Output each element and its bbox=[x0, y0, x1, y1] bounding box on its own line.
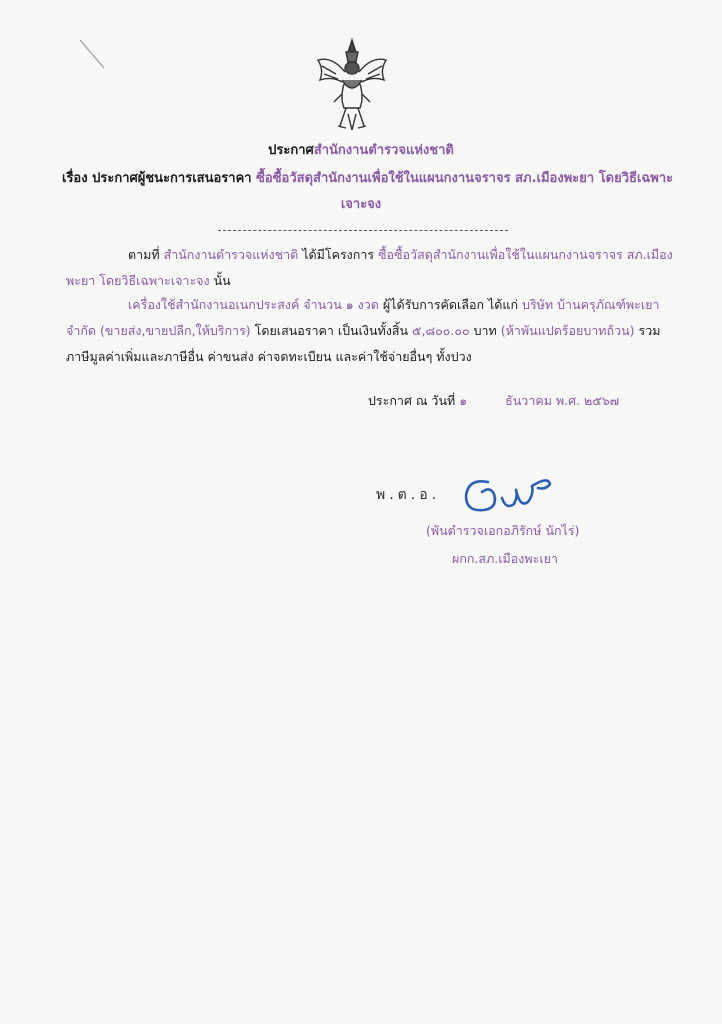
p1-org: สำนักงานตำรวจแห่งชาติ bbox=[163, 247, 299, 262]
garuda-emblem-icon bbox=[312, 36, 392, 136]
paragraph-1-line-2 bbox=[66, 272, 231, 290]
p1-mid: ได้มีโครงการ bbox=[302, 247, 375, 262]
signer-name: (พันตำรวจเอกอภิรักษ์ นักไร่) bbox=[426, 523, 580, 538]
p1-end: นั้น bbox=[213, 273, 231, 288]
subject-label: เรื่อง ประกาศผู้ชนะการเสนอราคา bbox=[62, 171, 252, 186]
rank-handwritten: พ.ต.อ. bbox=[376, 487, 441, 503]
announcement-subject bbox=[62, 170, 673, 188]
p1-project: ซื้อซื้อวัสดุสำนักงานเพื่อใช้ในแผนกงานจราจร สภ.เมือง bbox=[378, 247, 673, 262]
p2-offer: โดยเสนอราคา เป็นเงินทั้งสิ้น bbox=[254, 323, 409, 338]
p2-vendor-continued: จำกัด (ขายส่ง,ขายปลีก,ให้บริการ) bbox=[66, 323, 251, 338]
signer-position: ผกก.สภ.เมืองพะเยา bbox=[452, 551, 558, 566]
subject-text-continued: เจาะจง bbox=[340, 197, 382, 212]
dashed-divider bbox=[218, 230, 508, 231]
p2-vendor: บริษัท บ้านครุภัณฑ์พะเยา bbox=[522, 297, 660, 312]
title-prefix: ประกาศ bbox=[268, 143, 314, 158]
paragraph-2-line-2 bbox=[66, 322, 661, 340]
title-org: สำนักงานตำรวจแห่งชาติ bbox=[313, 143, 454, 158]
p2-amount-words: (ห้าพันแปดร้อยบาทถ้วน) bbox=[500, 323, 635, 338]
p2-currency: บาท bbox=[473, 323, 497, 338]
paragraph-2-line-1 bbox=[128, 296, 659, 314]
p1-project-continued: พะยา โดยวิธีเฉพาะเจาะจง bbox=[66, 273, 210, 288]
signature-icon bbox=[458, 468, 578, 516]
announcement-date bbox=[368, 392, 619, 410]
paragraph-2-line-3: ภาษีมูลค่าเพิ่มและภาษีอื่น ค่าขนส่ง ค่าจดทะเบียน และค่าใช้จ่ายอื่นๆ ทั้งปวง bbox=[66, 349, 472, 364]
paragraph-1-line-1 bbox=[128, 246, 673, 264]
p2-incl: รวม bbox=[638, 323, 661, 338]
subject-text: ซื้อซื้อวัสดุสำนักงานเพื่อใช้ในแผนกงานจราจร สภ.เมืองพะยา โดยวิธีเฉพาะ bbox=[256, 171, 674, 186]
p1-lead: ตามที่ bbox=[128, 247, 160, 262]
p2-selected: ผู้ได้รับการคัดเลือก ได้แก่ bbox=[382, 297, 519, 312]
announcement-title bbox=[0, 142, 722, 160]
p2-amount: ๕,๘๐๐.๐๐ bbox=[412, 323, 470, 338]
date-prefix: ประกาศ ณ วันที่ bbox=[368, 393, 456, 408]
date-day: ๑ bbox=[459, 393, 468, 408]
date-month-year: ธันวาคม พ.ศ. ๒๕๖๗ bbox=[505, 393, 620, 408]
p2-item: เครื่องใช้สำนักงานอเนกประสงค์ จำนวน ๑ งวด bbox=[128, 297, 379, 312]
scan-mark-icon bbox=[78, 38, 108, 72]
